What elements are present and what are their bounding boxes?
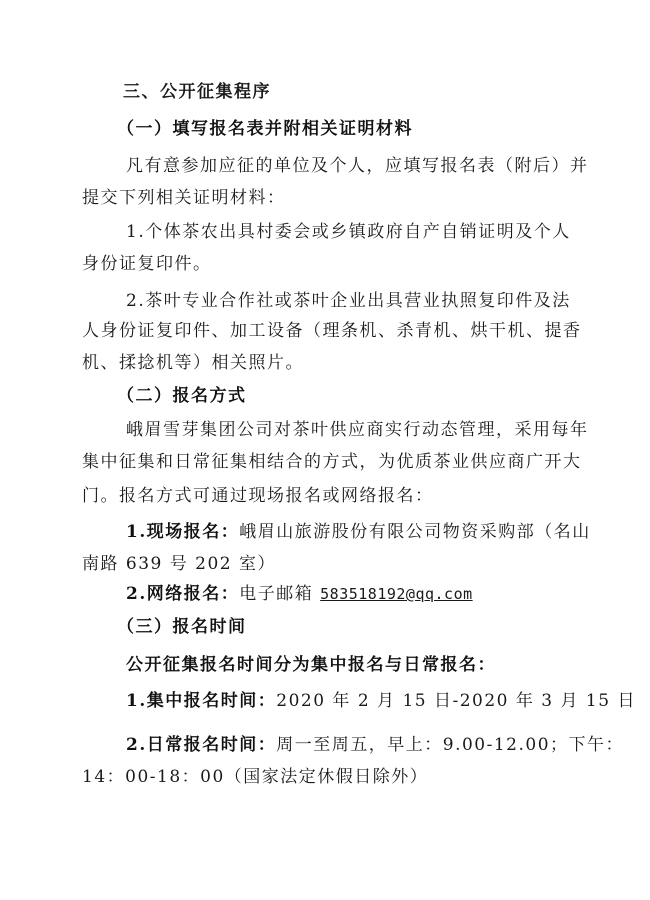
online-registration-label: 2.网络报名： — [126, 584, 240, 604]
subsection-3-heading: （三）报名时间 — [117, 617, 247, 637]
email-link[interactable]: 583518192@qq.com — [320, 585, 473, 603]
onsite-registration-line-1 — [126, 521, 591, 543]
online-registration-line — [126, 583, 473, 605]
subsection-1-intro-line-1: 凡有意参加应征的单位及个人，应填写报名表（附后）并 — [126, 156, 589, 176]
subsection-2-heading: （二）报名方式 — [117, 386, 247, 406]
material-item-2-line-1: 2.茶叶专业合作社或茶叶企业出具营业执照复印件及法 — [126, 291, 571, 311]
central-registration-time-text: 2020 年 2 月 15 日-2020 年 3 月 15 日 — [276, 691, 636, 711]
section-heading: 三、公开征集程序 — [123, 82, 271, 102]
material-item-1-line-1: 1.个体茶农出具村委会或乡镇政府自产自销证明及个人 — [126, 222, 571, 242]
material-item-1-line-2: 身份证复印件。 — [82, 254, 212, 274]
subsection-2-intro-line-3: 门。报名方式可通过现场报名或网络报名： — [82, 486, 434, 506]
daily-registration-time-text: 周一至周五，早上：9.00-12.00；下午： — [276, 735, 625, 755]
central-registration-time-label: 1.集中报名时间： — [126, 691, 277, 711]
onsite-registration-text: 峨眉山旅游股份有限公司物资采购部（名山 — [239, 522, 591, 542]
subsection-1-heading: （一）填写报名表并附相关证明材料 — [117, 119, 413, 139]
online-registration-text: 电子邮箱 — [239, 584, 321, 604]
subsection-3-intro: 公开征集报名时间分为集中报名与日常报名： — [126, 655, 496, 675]
onsite-registration-label: 1.现场报名： — [126, 522, 240, 542]
material-item-2-line-2: 人身份证复印件、加工设备（理条机、杀青机、烘干机、提香 — [82, 321, 582, 341]
onsite-registration-line-2: 南路 639 号 202 室） — [82, 554, 277, 574]
subsection-2-intro-line-1: 峨眉雪芽集团公司对茶叶供应商实行动态管理，采用每年 — [126, 420, 589, 440]
subsection-2-intro-line-2: 集中征集和日常征集相结合的方式，为优质茶业供应商广开大 — [82, 452, 582, 472]
central-registration-time-line — [126, 690, 636, 712]
material-item-2-line-3: 机、揉捻机等）相关照片。 — [82, 353, 304, 373]
daily-registration-time-label: 2.日常报名时间： — [126, 735, 277, 755]
subsection-1-intro-line-2: 提交下列相关证明材料： — [82, 188, 286, 208]
daily-registration-time-line-2: 14：00-18：00（国家法定休假日除外） — [82, 767, 429, 787]
daily-registration-time-line-1 — [126, 734, 624, 756]
